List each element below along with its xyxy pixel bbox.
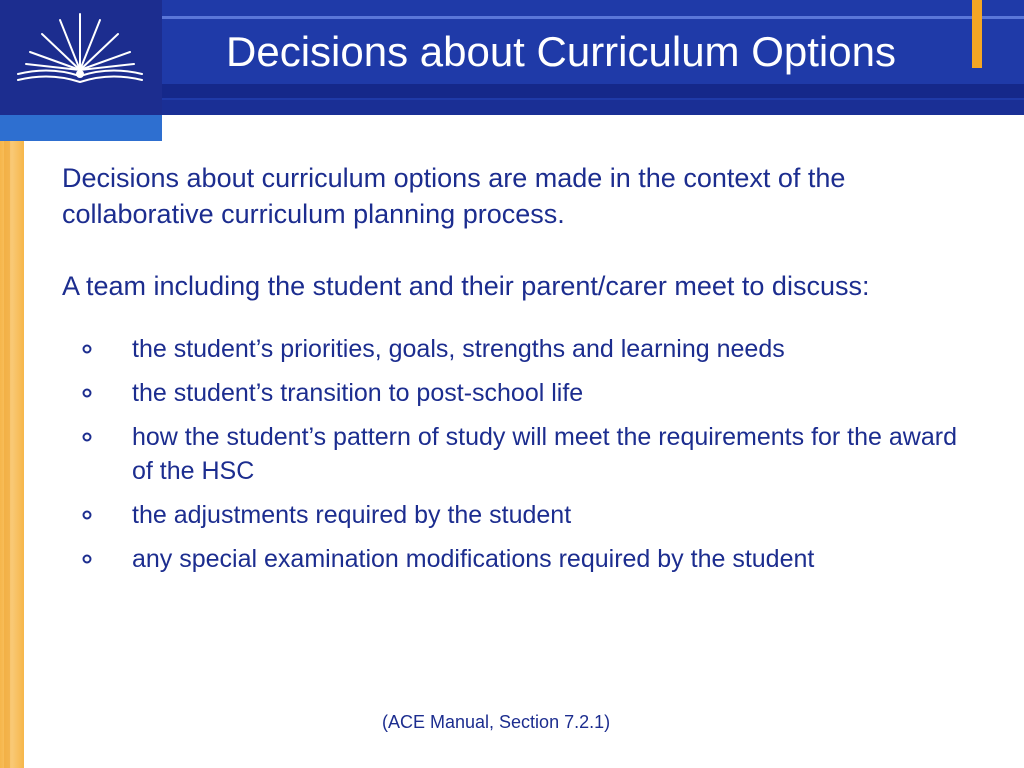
intro-paragraph: Decisions about curriculum options are made in the context of the collaborative curriculum planning process. (62, 163, 846, 229)
list-item (62, 498, 982, 532)
ring-bullet-icon (82, 344, 92, 354)
slide-title: Decisions about Curriculum Options (226, 28, 896, 75)
ring-bullet-icon (82, 388, 92, 398)
list-item (62, 332, 982, 366)
bullet-list (62, 332, 982, 576)
list-item (62, 376, 982, 410)
logo-accent (0, 115, 162, 141)
logo (0, 0, 162, 115)
header-stripe (162, 84, 1024, 98)
citation: (ACE Manual, Section 7.2.1) (382, 712, 611, 732)
slide-body (62, 160, 982, 586)
ring-bullet-icon (82, 554, 92, 564)
bullet-text: any special examination modifications required by the student (132, 545, 815, 573)
ring-bullet-icon (82, 510, 92, 520)
bullet-text: the student’s priorities, goals, strengths and learning needs (132, 335, 785, 363)
bullet-text: the student’s transition to post-school life (132, 379, 584, 407)
bullet-text: the adjustments required by the student (132, 501, 572, 529)
side-accent-stripe (4, 141, 10, 768)
ring-bullet-icon (82, 432, 92, 442)
header-stripe (162, 100, 1024, 115)
list-item (62, 420, 982, 488)
list-item (62, 542, 982, 576)
header-stripe (162, 16, 1024, 19)
team-paragraph: A team including the student and their parent/carer meet to discuss: (62, 271, 870, 301)
book-sunburst-icon (0, 0, 162, 115)
bullet-text: how the student’s pattern of study will meet the requirements for the award of the HSC (132, 423, 957, 485)
accent-bar (972, 0, 982, 68)
